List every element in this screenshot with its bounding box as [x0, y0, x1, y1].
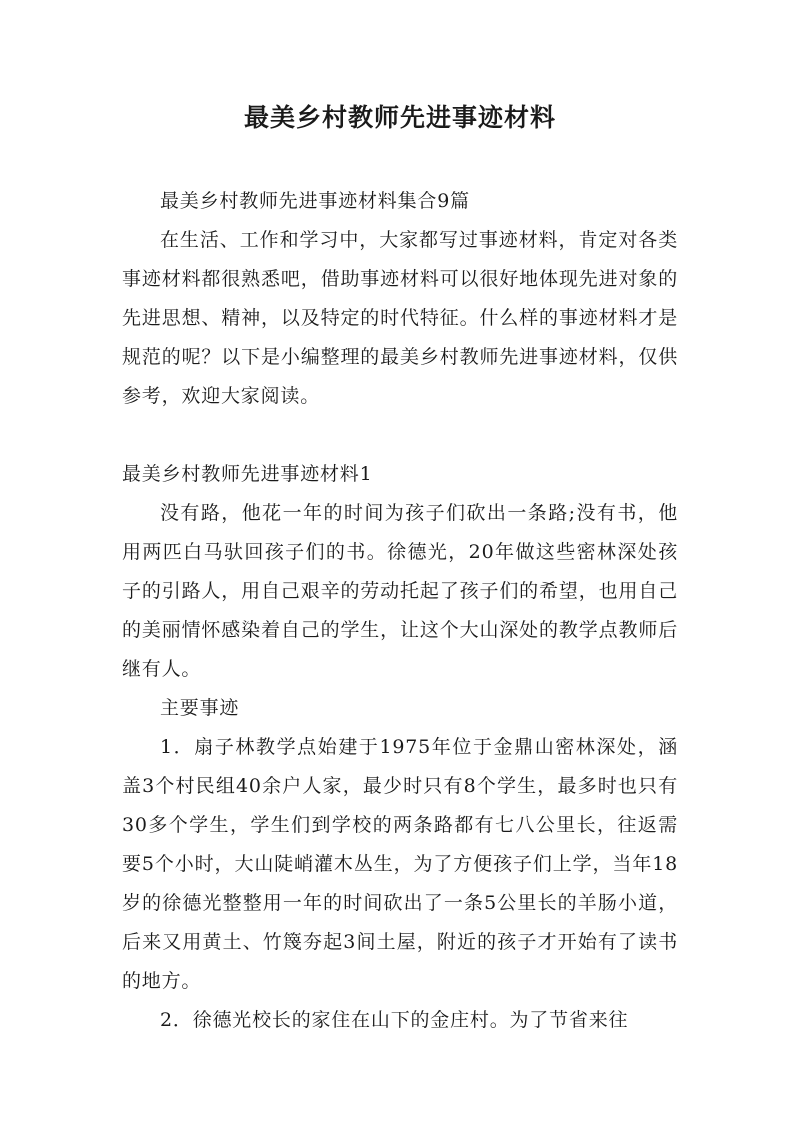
list-item-paragraph: 1．扇子林教学点始建于1975年位于金鼎山密林深处，涵盖3个村民组40余户人家，最少时只有8个学生，最多时也只有30多个学生，学生们到学校的两条路都有七八公里长，往返需要5个小时，大山陡峭灌木丛生，为了方便孩子们上学，当年18岁的徐德光整整用一年的时间砍出了一条5公里长的羊肠小道，后来又用黄土、竹篾夯起3间土屋，附近的孩子才开始有了读书的地方。 [122, 736, 678, 992]
document-title: 最美乡村教师先进事迹材料 [243, 103, 556, 132]
body-paragraph: 没有路，他花一年的时间为孩子们砍出一条路;没有书，他用两匹白马驮回孩子们的书。徐德光，20年做这些密林深处孩子的引路人，用自己艰辛的劳动托起了孩子们的希望，也用自己的美丽情怀感染着自己的学生，让这个大山深处的教学点教师后继有人。 [122, 502, 678, 680]
sub-heading: 主要事迹 [160, 697, 240, 719]
document-body [122, 182, 678, 1040]
list-item-paragraph: 2．徐德光校长的家住在山下的金庄村。为了节省来往 [160, 1009, 629, 1031]
intro-paragraph: 在生活、工作和学习中，大家都写过事迹材料，肯定对各类事迹材料都很熟悉吧，借助事迹材料可以很好地体现先进对象的先进思想、精神，以及特定的时代特征。什么样的事迹材料才是规范的呢？以下是小编整理的最美乡村教师先进事迹材料，仅供参考，欢迎大家阅读。 [122, 229, 678, 407]
paragraph-spacer [122, 416, 678, 455]
subtitle-paragraph: 最美乡村教师先进事迹材料集合9篇 [160, 190, 470, 212]
section-heading: 最美乡村教师先进事迹材料1 [122, 463, 373, 485]
